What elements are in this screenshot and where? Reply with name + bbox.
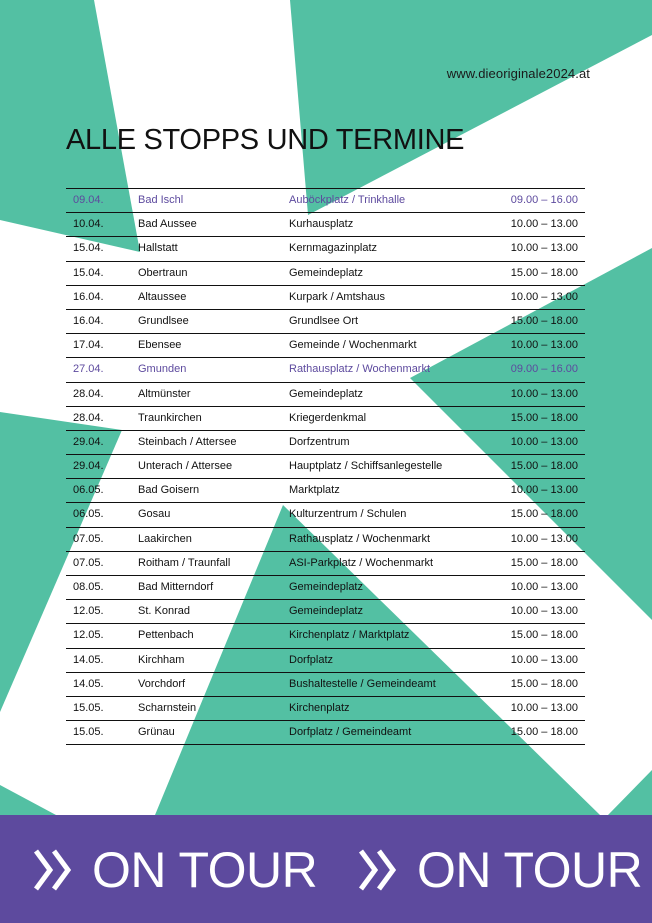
- schedule-row: [66, 479, 585, 503]
- row-time: 15.00 – 18.00: [510, 411, 578, 424]
- row-time: 10.00 – 13.00: [510, 218, 578, 231]
- row-city: Pettenbach: [138, 629, 194, 642]
- row-city: Hallstatt: [138, 242, 178, 255]
- row-place: Dorfzentrum: [289, 435, 350, 448]
- schedule-row: [66, 528, 585, 552]
- row-date: 08.05.: [73, 581, 104, 593]
- row-city: Scharnstein: [138, 701, 197, 714]
- row-time: 10.00 – 13.00: [510, 532, 578, 545]
- schedule-table: [66, 188, 585, 745]
- row-time: 15.00 – 18.00: [510, 677, 578, 690]
- schedule-row: [66, 310, 585, 334]
- row-city: Altmünster: [138, 387, 191, 400]
- schedule-row: [66, 334, 585, 358]
- row-time: 09.00 – 16.00: [510, 194, 578, 206]
- schedule-row: [66, 383, 585, 407]
- schedule-row: [66, 697, 585, 721]
- row-time: 10.00 – 13.00: [510, 339, 578, 352]
- row-place: Kulturzentrum / Schulen: [289, 508, 407, 521]
- row-date: 15.04.: [73, 266, 104, 279]
- double-chevron-right-icon: [355, 847, 405, 893]
- row-city: Grundlsee: [138, 314, 189, 327]
- row-date: 14.05.: [73, 677, 104, 690]
- row-place: Bushaltestelle / Gemeindeamt: [289, 677, 436, 690]
- row-place: Dorfplatz / Gemeindeamt: [289, 726, 412, 739]
- row-city: Gmunden: [138, 363, 187, 376]
- schedule-row: [66, 600, 585, 624]
- row-date: 06.05.: [73, 508, 104, 521]
- row-time: 10.00 – 13.00: [510, 484, 578, 497]
- schedule-row: [66, 503, 585, 527]
- schedule-row: [66, 649, 585, 673]
- row-date: 28.04.: [73, 387, 104, 400]
- row-date: 06.05.: [73, 484, 104, 497]
- row-date: 15.05.: [73, 701, 104, 714]
- row-place: Kirchenplatz: [289, 701, 350, 714]
- row-date: 28.04.: [73, 411, 104, 424]
- row-place: Kurpark / Amtshaus: [289, 290, 385, 303]
- row-city: Roitham / Traunfall: [138, 556, 231, 569]
- row-time: 15.00 – 18.00: [510, 508, 578, 521]
- schedule-row: [66, 431, 585, 455]
- row-place: Marktplatz: [289, 484, 340, 497]
- banner-item-2: [355, 841, 642, 899]
- schedule-row: [66, 189, 585, 213]
- row-place: Hauptplatz / Schiffsanlegestelle: [289, 460, 443, 473]
- row-city: Obertraun: [138, 266, 188, 279]
- row-city: Gosau: [138, 508, 171, 521]
- schedule-row: [66, 673, 585, 697]
- bg-shape-left-bottom: [0, 785, 56, 815]
- row-date: 14.05.: [73, 653, 104, 666]
- row-city: Bad Mitterndorf: [138, 581, 214, 593]
- row-time: 10.00 – 13.00: [510, 653, 578, 666]
- row-time: 10.00 – 13.00: [510, 435, 578, 448]
- row-time: 15.00 – 18.00: [510, 266, 578, 279]
- row-city: Ebensee: [138, 339, 182, 352]
- row-city: Steinbach / Attersee: [138, 435, 237, 448]
- row-city: St. Konrad: [138, 605, 190, 618]
- page-title: ALLE STOPPS UND TERMINE: [66, 124, 465, 156]
- schedule-row: [66, 721, 585, 745]
- row-place: Kriegerdenkmal: [289, 411, 367, 424]
- row-place: Kurhausplatz: [289, 218, 354, 231]
- row-date: 29.04.: [73, 435, 104, 448]
- bg-shape-right-bottom: [608, 770, 652, 815]
- row-date: 09.04.: [73, 194, 104, 206]
- banner-item-1: [30, 841, 317, 899]
- row-time: 15.00 – 18.00: [510, 556, 578, 569]
- row-city: Traunkirchen: [138, 411, 202, 424]
- row-place: Gemeindeplatz: [289, 581, 363, 593]
- row-city: Bad Ischl: [138, 194, 184, 206]
- row-date: 12.05.: [73, 605, 104, 618]
- schedule-row: [66, 624, 585, 648]
- row-place: Rathausplatz / Wochenmarkt: [289, 532, 431, 545]
- row-time: 15.00 – 18.00: [510, 460, 578, 473]
- row-place: Dorfplatz: [289, 653, 334, 666]
- row-place: Gemeindeplatz: [289, 387, 363, 400]
- row-city: Grünau: [138, 726, 175, 739]
- row-place: Grundlsee Ort: [289, 314, 359, 327]
- row-city: Vorchdorf: [138, 677, 186, 690]
- row-place: Auböckplatz / Trinkhalle: [289, 194, 406, 206]
- schedule-row: [66, 262, 585, 286]
- schedule-row: [66, 552, 585, 576]
- row-date: 10.04.: [73, 218, 104, 231]
- schedule-row: [66, 286, 585, 310]
- row-place: Gemeindeplatz: [289, 266, 363, 279]
- row-city: Bad Goisern: [138, 484, 200, 497]
- row-time: 09.00 – 16.00: [510, 363, 578, 376]
- banner-label-1: ON TOUR: [92, 842, 318, 898]
- row-place: Gemeinde / Wochenmarkt: [289, 339, 417, 352]
- row-date: 15.04.: [73, 242, 104, 255]
- row-place: Rathausplatz / Wochenmarkt: [289, 363, 431, 376]
- row-date: 12.05.: [73, 629, 104, 642]
- row-time: 10.00 – 13.00: [510, 242, 578, 255]
- row-date: 15.05.: [73, 726, 104, 739]
- schedule-row: [66, 576, 585, 600]
- schedule-row: [66, 237, 585, 261]
- schedule-row: [66, 455, 585, 479]
- row-time: 10.00 – 13.00: [510, 290, 578, 303]
- row-date: 07.05.: [73, 532, 104, 545]
- row-city: Altaussee: [138, 290, 187, 303]
- row-time: 10.00 – 13.00: [510, 701, 578, 714]
- row-place: Kirchenplatz / Marktplatz: [289, 629, 410, 642]
- schedule-row: [66, 407, 585, 431]
- row-city: Laakirchen: [138, 532, 192, 545]
- row-place: Gemeindeplatz: [289, 605, 363, 618]
- row-date: 27.04.: [73, 363, 104, 376]
- website-url: www.dieoriginale2024.at: [446, 66, 590, 81]
- row-time: 15.00 – 18.00: [510, 726, 578, 739]
- row-time: 10.00 – 13.00: [510, 605, 578, 618]
- row-city: Bad Aussee: [138, 218, 197, 231]
- schedule-row: [66, 213, 585, 237]
- row-time: 15.00 – 18.00: [510, 314, 578, 327]
- row-city: Unterach / Attersee: [138, 460, 233, 473]
- row-time: 10.00 – 13.00: [510, 581, 578, 593]
- row-date: 16.04.: [73, 314, 104, 327]
- row-time: 15.00 – 18.00: [510, 629, 578, 642]
- row-time: 10.00 – 13.00: [510, 387, 578, 400]
- schedule-row: [66, 358, 585, 382]
- row-date: 29.04.: [73, 460, 104, 473]
- row-date: 16.04.: [73, 290, 104, 303]
- banner-label-2: ON TOUR: [417, 842, 643, 898]
- bg-shape-top-right: [290, 0, 652, 215]
- row-place: ASI-Parkplatz / Wochenmarkt: [289, 556, 434, 569]
- double-chevron-right-icon: [30, 847, 80, 893]
- row-date: 17.04.: [73, 339, 104, 352]
- on-tour-banner: [0, 815, 652, 923]
- row-place: Kernmagazinplatz: [289, 242, 378, 255]
- row-city: Kirchham: [138, 653, 185, 666]
- row-date: 07.05.: [73, 556, 104, 569]
